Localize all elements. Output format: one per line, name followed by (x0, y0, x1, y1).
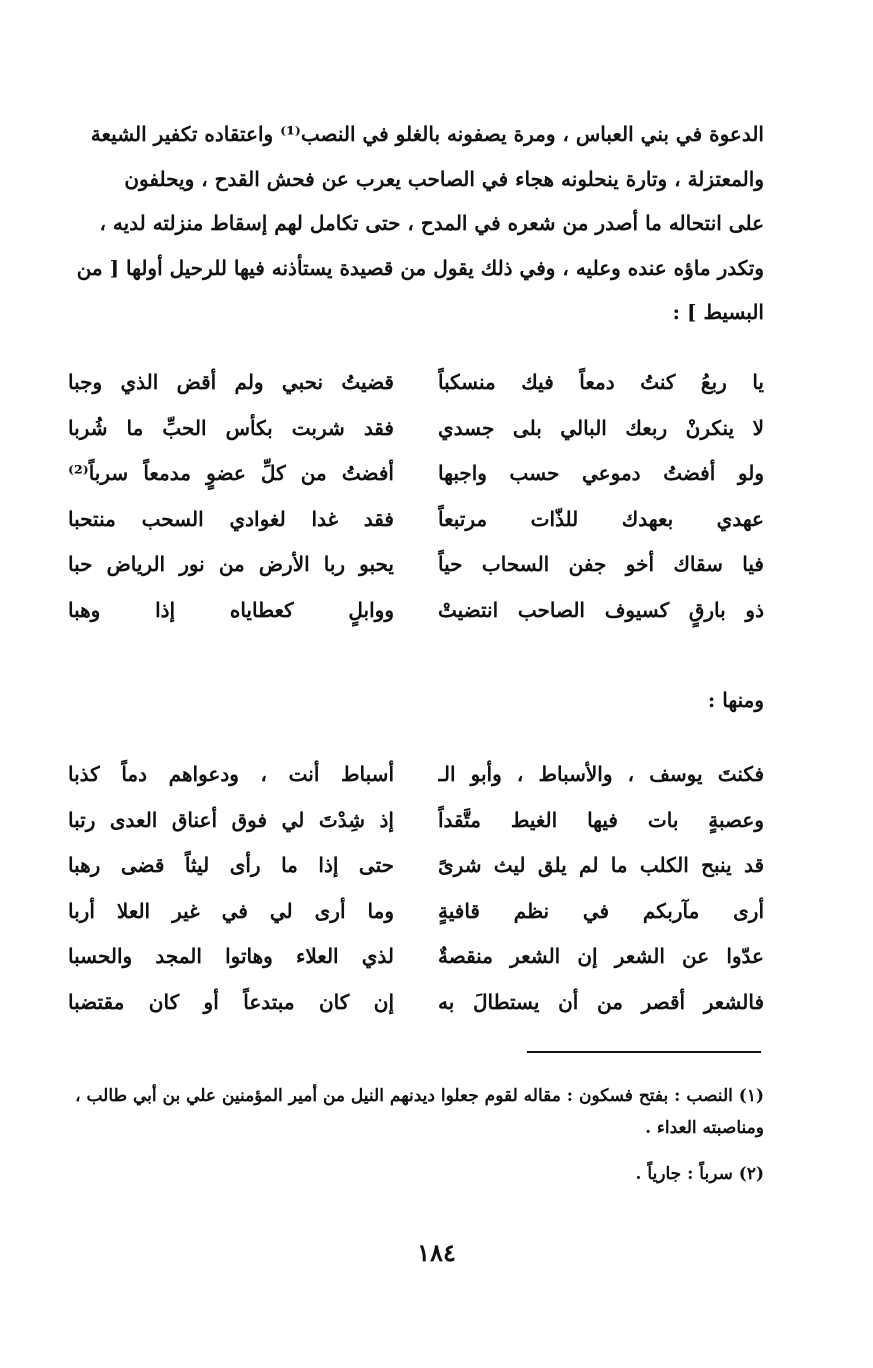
verse-second-hemistich: وما أرى لي في غير العلا أربا (68, 898, 394, 923)
verse-first-hemistich: أرى مآربكم في نظم قافيةٍ (438, 898, 764, 923)
verse-first-hemistich: قد ينبح الكلب ما لم يلق ليث شرىً (438, 853, 764, 877)
paragraph-line: الدعوة في بني العباس ، ومرة يصفونه بالغلو في النصب⁽¹⁾ واعتقاده تكفير الشيعة (90, 122, 764, 146)
verse-row (68, 406, 764, 452)
page-number: ١٨٤ (417, 1238, 456, 1267)
poem-second (68, 752, 764, 1025)
verse-second-hemistich: ووابلٍ كعطاياه إذا وهبا (68, 597, 394, 622)
poem-first (68, 360, 764, 633)
verse-second-hemistich: قضيتُ نحبي ولم أقض الذي وجبا (68, 370, 394, 394)
verse-row (68, 798, 764, 844)
verse-row (68, 497, 764, 543)
verse-second-hemistich: فقد غدا لغوادي السحب منتحبا (68, 506, 394, 531)
verse-first-hemistich: وعصبةٍ بات فيها الغيط متَّقداً (438, 807, 764, 832)
verse-second-hemistich: حتى إذا ما رأى ليثاً قضى رهبا (68, 853, 394, 877)
verse-second-hemistich: لذي العلاء وهاتوا المجد والحسبا (68, 944, 394, 968)
verse-second-hemistich: إن كان مبتدعاً أو كان مقتضبا (68, 989, 394, 1014)
verse-row (68, 934, 764, 980)
section-label: ومنها : (707, 688, 764, 712)
verse-first-hemistich: ولو أفضتُ دموعي حسب واجبها (438, 461, 764, 485)
verse-first-hemistich: لا ينكرنْ ربعك البالي بلى جسدي (438, 415, 764, 440)
verse-row (68, 360, 764, 406)
verse-row (68, 542, 764, 588)
footnote-1: (١) النصب : بفتح فسكون : مقاله لقوم جعلوا ديدنهم النيل من أمير المؤمنين علي بن أبي طالب ، (75, 1086, 764, 1106)
verse-second-hemistich: أسباط أنت ، ودعواهم دماً كذبا (68, 762, 394, 786)
verse-first-hemistich: ذو بارقٍ كسيوف الصاحب انتضيتْ (438, 597, 764, 622)
verse-row (68, 980, 764, 1026)
verse-row (68, 588, 764, 634)
verse-row (68, 889, 764, 935)
verse-row (68, 451, 764, 497)
footnote-2: (٢) سرباً : جارياً . (635, 1164, 764, 1184)
verse-second-hemistich: فقد شربت بكأس الحبِّ ما شُربا (68, 415, 394, 440)
footnotes (56, 1080, 764, 1190)
footnote-1-continued: ومناصبته العداء . (645, 1118, 764, 1138)
body-paragraph (68, 112, 764, 335)
verse-row (68, 843, 764, 889)
verse-row (68, 752, 764, 798)
paragraph-line: على انتحاله ما أصدر من شعره في المدح ، حتى تكامل لهم إسقاط منزلته لديه ، (99, 211, 764, 235)
paragraph-line: البسيط ] : (672, 300, 764, 324)
footnote-divider (527, 1051, 761, 1053)
verse-first-hemistich: عدّوا عن الشعر إن الشعر منقصةٌ (438, 944, 764, 968)
verse-second-hemistich: إذ شِدْتَ لي فوق أعناق العدى رتبا (68, 807, 394, 832)
verse-second-hemistich: يحبو ربا الأرض من نور الرياض حبا (68, 552, 394, 576)
verse-first-hemistich: فكنتَ يوسف ، والأسباط ، وأبو الـ (438, 762, 764, 786)
verse-first-hemistich: فالشعر أقصر من أن يستطالَ به (438, 989, 764, 1014)
paragraph-line: والمعتزلة ، وتارة ينحلونه هجاء في الصاحب يعرب عن فحش القدح ، ويحلفون (124, 166, 764, 191)
verse-second-hemistich: أفضتُ من كلِّ عضوٍ مدمعاً سرباً⁽²⁾ (68, 461, 394, 485)
verse-first-hemistich: فيا سقاك أخو جفن السحاب حياً (438, 552, 764, 576)
verse-first-hemistich: يا ربعُ كنتُ دمعاً فيك منسكباً (438, 370, 764, 394)
paragraph-line: وتكدر ماؤه عنده وعليه ، وفي ذلك يقول من قصيدة يستأذنه فيها للرحيل أولها [ من (76, 255, 764, 280)
verse-first-hemistich: عهدي بعهدك للذّات مرتبعاً (438, 506, 764, 531)
